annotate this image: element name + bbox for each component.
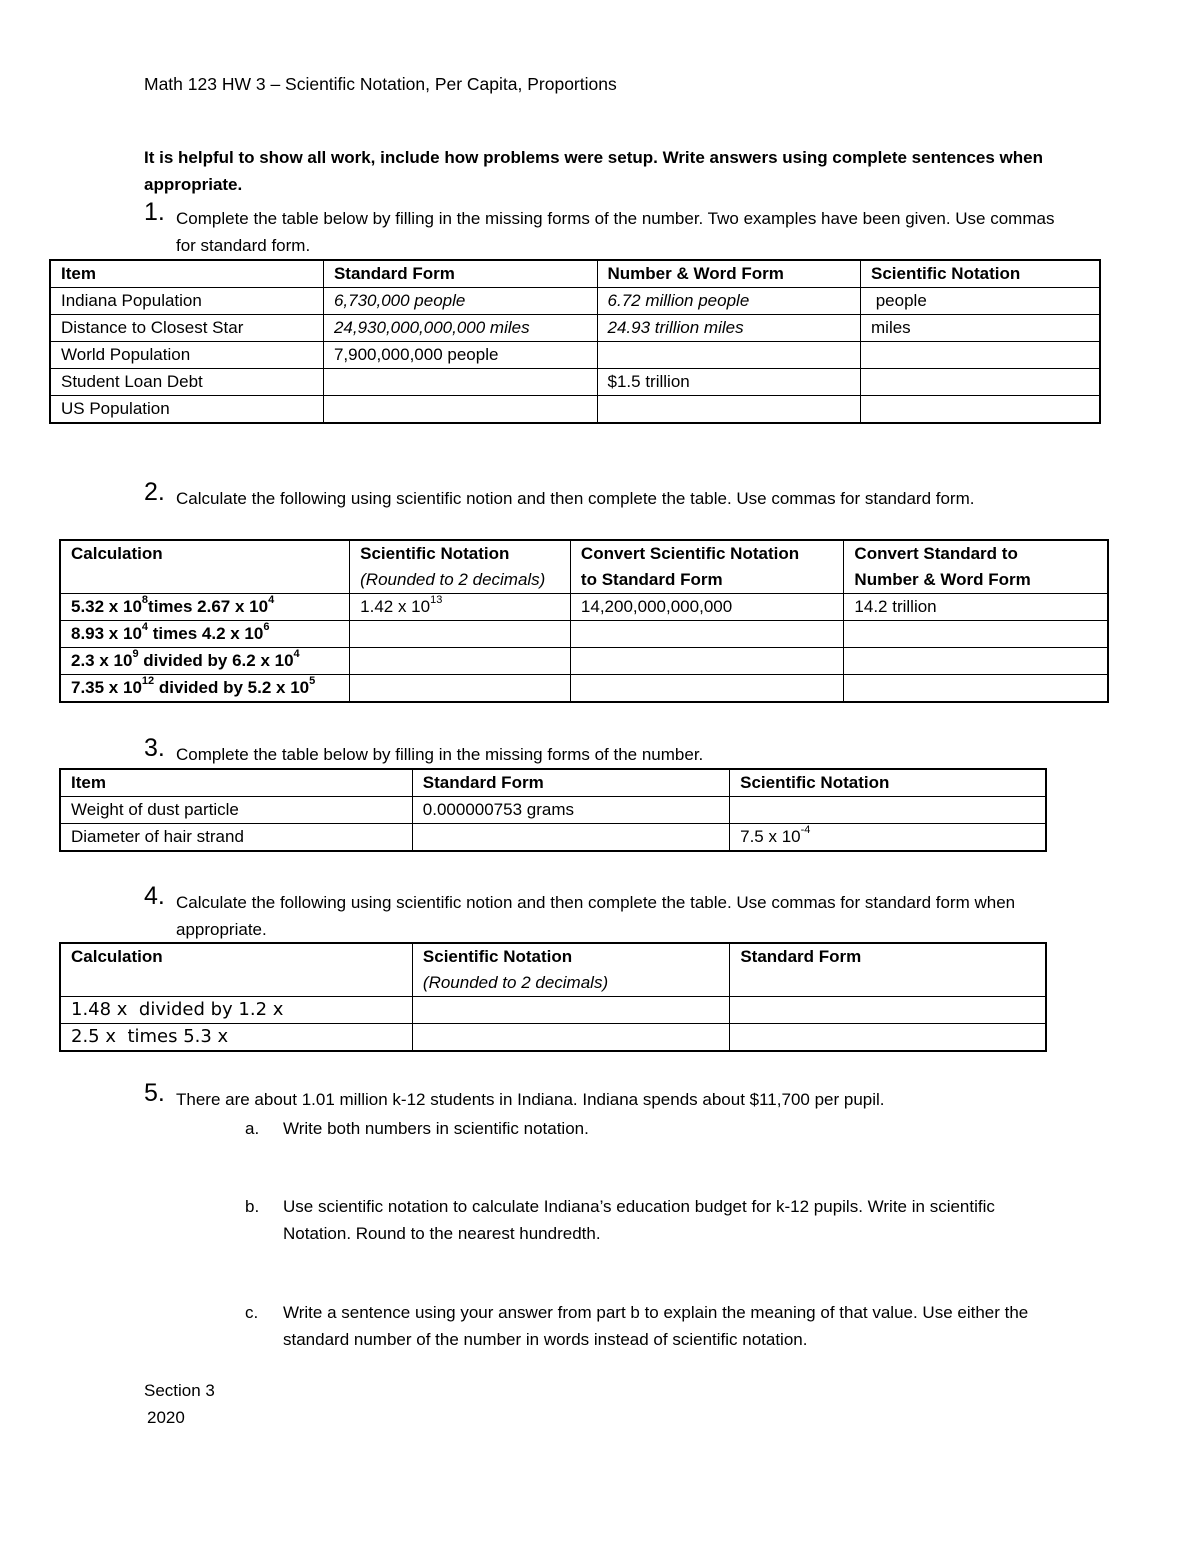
- page-title: Math 123 HW 3 – Scientific Notation, Per Capita, Proportions: [144, 74, 617, 94]
- calculation-cell: [60, 675, 350, 703]
- header-label: Calculation: [71, 544, 163, 563]
- part-text: Write both numbers in scientific notation.: [283, 1119, 589, 1138]
- operation: divided by 6.2 x 10: [138, 651, 294, 670]
- base: 5.32 x 10: [71, 597, 142, 616]
- header-cell: [60, 943, 412, 997]
- question-5a: [245, 1115, 1045, 1142]
- table-cell: Distance to Closest Star: [50, 315, 323, 342]
- header-cell: Item: [60, 769, 412, 797]
- table-cell: [861, 396, 1101, 424]
- table-cell: [861, 369, 1101, 396]
- table-cell: 0.000000753 grams: [412, 797, 729, 824]
- instructions: It is helpful to show all work, include how problems were setup. Write answers using complete sentences when appropriate.: [144, 148, 1043, 194]
- table-cell: [570, 648, 844, 675]
- table-cell: [323, 396, 597, 424]
- base: 7.35 x 10: [71, 678, 142, 697]
- question-text: Complete the table below by filling in the missing forms of the number. Two examples have been given. Use commas for standard form.: [176, 209, 1055, 255]
- q2-table: [59, 539, 1109, 703]
- table-cell: [730, 797, 1046, 824]
- table-cell: Indiana Population: [50, 288, 323, 315]
- operation: divided by 5.2 x 10: [154, 678, 310, 697]
- table-header-row: [60, 943, 1046, 997]
- header-cell: [412, 943, 729, 997]
- table-cell: Diameter of hair strand: [60, 824, 412, 852]
- table-header-row: [60, 769, 1046, 797]
- exponent: 6: [263, 621, 270, 634]
- table-row: [50, 396, 1100, 424]
- question-5c: [245, 1299, 1045, 1353]
- operation: times 2.67 x 10: [148, 597, 269, 616]
- question-3: [144, 734, 1074, 768]
- table-cell: 24,930,000,000,000 miles: [323, 315, 597, 342]
- table-cell: [730, 1024, 1046, 1052]
- table-row: [60, 648, 1108, 675]
- table-row: [50, 288, 1100, 315]
- exponent: 9: [132, 648, 139, 661]
- question-number: 5.: [144, 1079, 165, 1107]
- table-cell: [350, 648, 571, 675]
- table-cell: [412, 997, 729, 1024]
- header-label: Calculation: [71, 947, 163, 966]
- table-cell: [570, 675, 844, 703]
- header-cell: Scientific Notation: [730, 769, 1046, 797]
- header-cell: Standard Form: [323, 260, 597, 288]
- question-1: [144, 198, 1074, 259]
- table-cell: $1.5 trillion: [597, 369, 860, 396]
- table-cell: [412, 824, 729, 852]
- calculation-cell: 1.48 x divided by 1.2 x: [60, 997, 412, 1024]
- value: 7.5 x 10: [740, 827, 801, 846]
- header-label: Scientific Notation: [422, 947, 573, 966]
- header-sublabel: Number & Word Form: [854, 570, 1031, 589]
- table-cell: [844, 675, 1108, 703]
- header-label: Convert Scientific Notation: [580, 544, 800, 563]
- table-cell: [350, 621, 571, 648]
- section-label: Section 3: [144, 1381, 215, 1400]
- table-cell: World Population: [50, 342, 323, 369]
- exponent: 4: [293, 648, 300, 661]
- table-row: [60, 997, 1046, 1024]
- table-row: [50, 342, 1100, 369]
- table-row: [60, 675, 1108, 703]
- table-cell: 6.72 million people: [597, 288, 860, 315]
- header-cell: Standard Form: [412, 769, 729, 797]
- exponent: -4: [800, 824, 811, 837]
- question-text: Calculate the following using scientific notion and then complete the table. Use commas for standard form when appropriate.: [176, 893, 1016, 939]
- value: 1.42 x 10: [360, 597, 431, 616]
- table-cell: [730, 997, 1046, 1024]
- q1-table: [49, 259, 1101, 424]
- table-row: [50, 369, 1100, 396]
- table-cell: [350, 675, 571, 703]
- header-sublabel: (Rounded to 2 decimals): [360, 570, 546, 589]
- header-cell: Scientific Notation: [861, 260, 1101, 288]
- table-cell: [597, 342, 860, 369]
- table-cell: [730, 824, 1046, 852]
- question-number: 3.: [144, 734, 165, 762]
- header-cell: [730, 943, 1046, 997]
- exponent: 13: [430, 594, 443, 607]
- part-text: Write a sentence using your answer from part b to explain the meaning of that value. Use either the standard number of the number in words instead of scientific notation.: [283, 1303, 1029, 1349]
- question-2: [144, 478, 1074, 512]
- question-number: 2.: [144, 478, 165, 506]
- question-5: [144, 1079, 1074, 1113]
- base: 8.93 x 10: [71, 624, 142, 643]
- header-cell: Number & Word Form: [597, 260, 860, 288]
- question-number: 4.: [144, 882, 165, 910]
- q3-table: [59, 768, 1047, 852]
- table-cell: [323, 369, 597, 396]
- header-sublabel: to Standard Form: [580, 570, 723, 589]
- part-text: Use scientific notation to calculate Indiana’s education budget for k-12 pupils. Write in scientific Notation. Round to the nearest hundredth.: [283, 1197, 995, 1243]
- part-label: b.: [245, 1197, 260, 1216]
- table-row: [60, 621, 1108, 648]
- calculation-cell: 2.5 x times 5.3 x: [60, 1024, 412, 1052]
- operation: times 4.2 x 10: [148, 624, 264, 643]
- table-cell: 6,730,000 people: [323, 288, 597, 315]
- header-cell: [570, 540, 844, 594]
- table-cell: 14.2 trillion: [844, 594, 1108, 621]
- calculation-cell: [60, 621, 350, 648]
- calculation-cell: [60, 648, 350, 675]
- table-cell: [597, 396, 860, 424]
- table-row: [60, 824, 1046, 852]
- table-cell: [570, 621, 844, 648]
- table-cell: [844, 621, 1108, 648]
- table-cell: [861, 342, 1101, 369]
- question-number: 1.: [144, 198, 165, 226]
- header-cell: Item: [50, 260, 323, 288]
- exponent: 12: [141, 675, 155, 688]
- table-row: [60, 797, 1046, 824]
- table-cell: Student Loan Debt: [50, 369, 323, 396]
- question-text: There are about 1.01 million k-12 students in Indiana. Indiana spends about $11,700 per pupil.: [176, 1090, 885, 1109]
- base: 2.3 x 10: [71, 651, 133, 670]
- header-label: Convert Standard to: [854, 544, 1018, 563]
- table-row: [50, 315, 1100, 342]
- calculation-cell: [60, 594, 350, 621]
- table-cell: miles: [861, 315, 1101, 342]
- table-cell: [350, 594, 571, 621]
- table-row: [60, 594, 1108, 621]
- table-cell: 24.93 trillion miles: [597, 315, 860, 342]
- question-5b: [245, 1193, 1045, 1247]
- table-cell: people: [861, 288, 1101, 315]
- table-cell: Weight of dust particle: [60, 797, 412, 824]
- table-cell: 14,200,000,000,000: [570, 594, 844, 621]
- header-cell: [60, 540, 350, 594]
- table-cell: 7,900,000,000 people: [323, 342, 597, 369]
- table-header-row: [50, 260, 1100, 288]
- table-cell: US Population: [50, 396, 323, 424]
- table-row: [60, 1024, 1046, 1052]
- exponent: 4: [268, 594, 275, 607]
- question-text: Calculate the following using scientific notion and then complete the table. Use commas for standard form.: [176, 489, 975, 508]
- table-cell: [412, 1024, 729, 1052]
- part-label: c.: [245, 1303, 259, 1322]
- header-cell: [844, 540, 1108, 594]
- table-cell: [844, 648, 1108, 675]
- header-sublabel: (Rounded to 2 decimals): [422, 973, 609, 992]
- header-label: Standard Form: [740, 947, 862, 966]
- table-header-row: [60, 540, 1108, 594]
- question-4: [144, 882, 1074, 943]
- exponent: 8: [141, 594, 149, 607]
- question-text: Complete the table below by filling in the missing forms of the number.: [176, 745, 704, 764]
- year-label: 2020: [147, 1408, 185, 1427]
- header-cell: [350, 540, 571, 594]
- exponent: 5: [309, 675, 316, 688]
- header-label: Scientific Notation: [360, 544, 510, 563]
- part-label: a.: [245, 1119, 260, 1138]
- exponent: 4: [141, 621, 149, 634]
- q4-table: [59, 942, 1047, 1052]
